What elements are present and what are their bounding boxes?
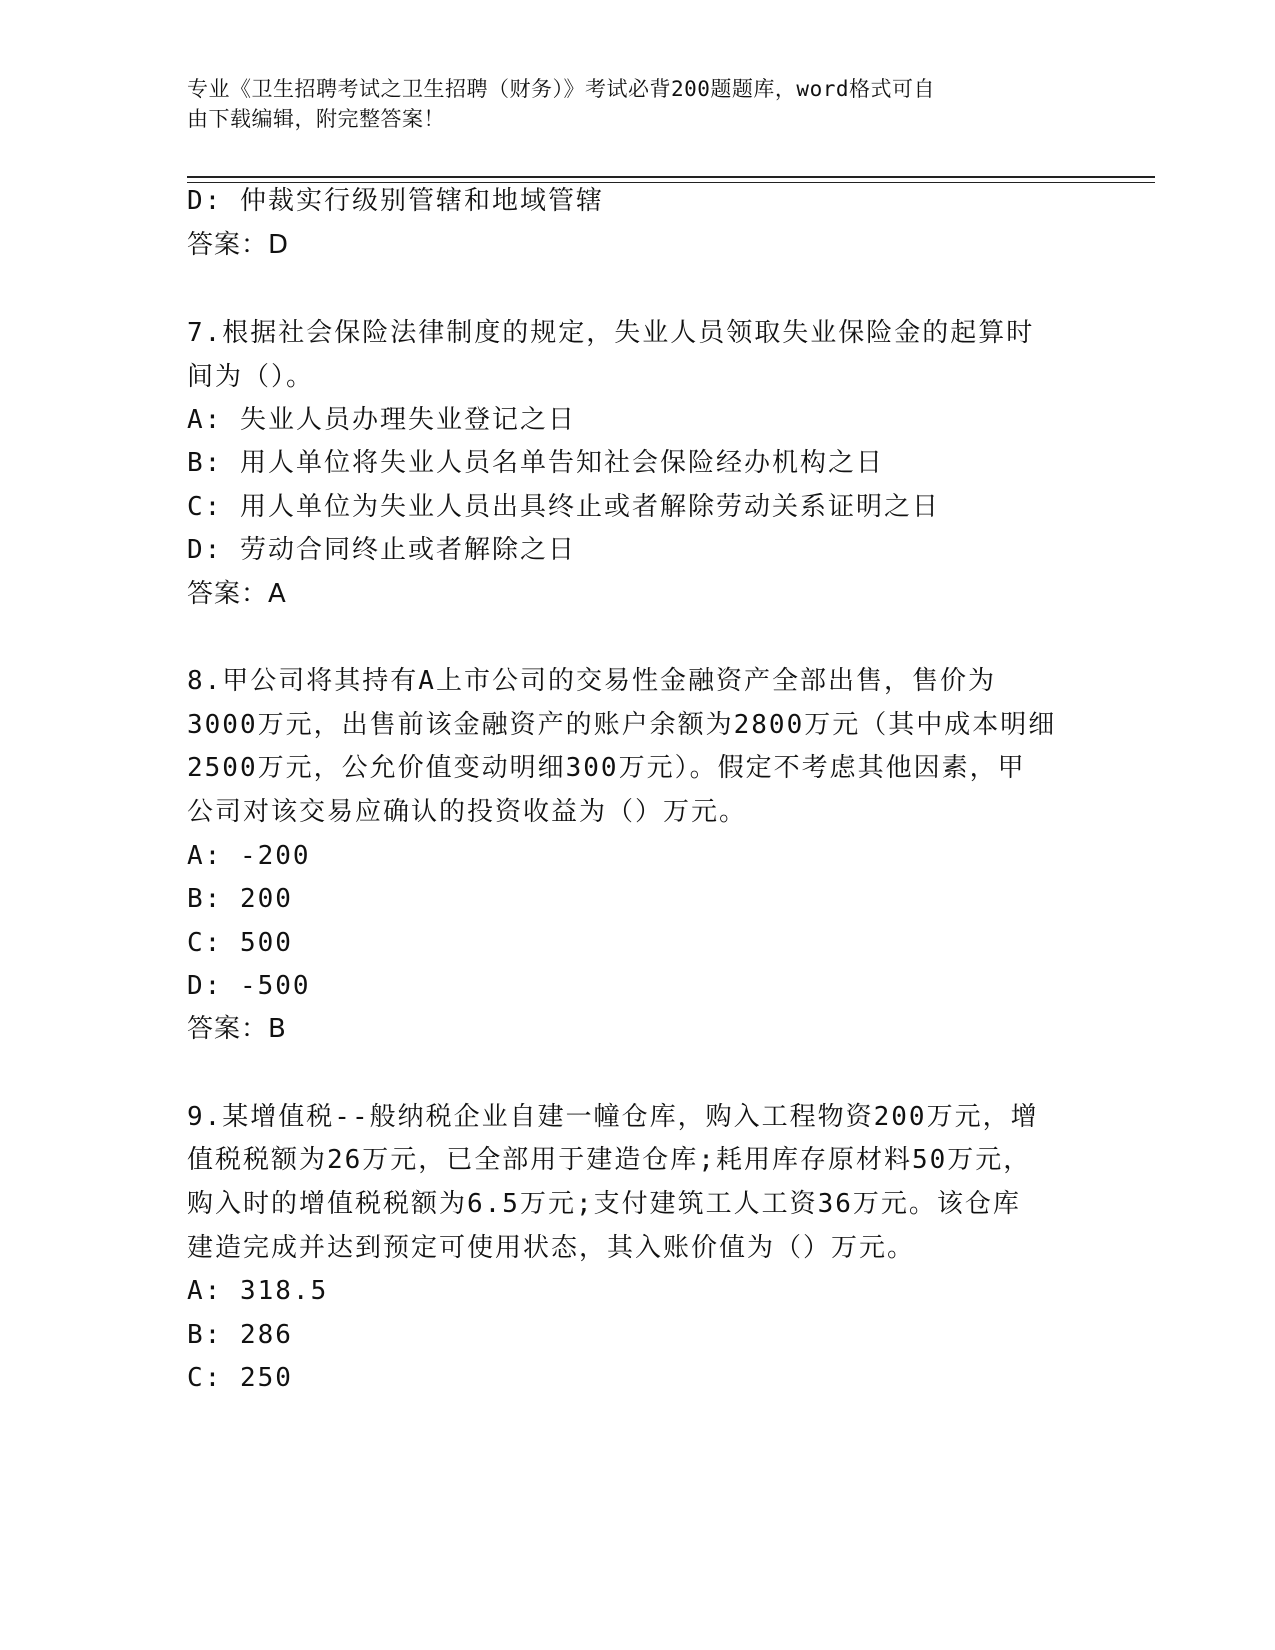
question-8-line-3: 2500万元，公允价值变动明细300万元）。假定不考虑其他因素，甲 (187, 753, 1026, 783)
question-8-line-4: 公司对该交易应确认的投资收益为（）万元。 (187, 797, 748, 827)
option-c-q9: C: 250 (187, 1363, 293, 1393)
header-divider-thin (187, 182, 1155, 183)
question-7-line-2: 间为（）。 (187, 362, 315, 392)
option-a-q9: A: 318.5 (187, 1276, 329, 1306)
option-c-q7: C: 用人单位为失业人员出具终止或者解除劳动关系证明之日 (187, 492, 940, 522)
answer-q6: 答案：D (187, 230, 290, 260)
answer-q7: 答案：A (187, 579, 287, 609)
option-a-q8: A: -200 (187, 841, 311, 871)
question-9-line-1: 9.某增值税--般纳税企业自建一幢仓库，购入工程物资200万元，增 (187, 1102, 1039, 1132)
option-b-q8: B: 200 (187, 884, 293, 914)
header-line-1: 专业《卫生招聘考试之卫生招聘（财务）》考试必背200题题库，word格式可自 (187, 77, 935, 101)
question-8-line-2: 3000万元，出售前该金融资产的账户余额为2800万元（其中成本明细 (187, 710, 1057, 740)
option-b-q9: B: 286 (187, 1320, 293, 1350)
option-b-q7: B: 用人单位将失业人员名单告知社会保险经办机构之日 (187, 448, 884, 478)
option-d-q8: D: -500 (187, 971, 311, 1001)
question-9-line-4: 建造完成并达到预定可使用状态，其入账价值为（）万元。 (187, 1233, 916, 1263)
option-c-q8: C: 500 (187, 928, 293, 958)
header-line-2: 由下载编辑，附完整答案！ (187, 107, 445, 131)
header-divider-thick (187, 176, 1155, 178)
option-d-q6: D: 仲裁实行级别管辖和地域管辖 (187, 186, 604, 216)
question-7-line-1: 7.根据社会保险法律制度的规定，失业人员领取失业保险金的起算时 (187, 318, 1035, 348)
option-d-q7: D: 劳动合同终止或者解除之日 (187, 535, 576, 565)
document-header (187, 74, 1087, 134)
option-a-q7: A: 失业人员办理失业登记之日 (187, 405, 576, 435)
answer-q8: 答案：B (187, 1014, 287, 1044)
question-9-line-2: 值税税额为26万元，已全部用于建造仓库;耗用库存原材料50万元， (187, 1145, 1032, 1175)
question-8-line-1: 8.甲公司将其持有A上市公司的交易性金融资产全部出售，售价为 (187, 666, 996, 696)
question-9-line-3: 购入时的增值税税额为6.5万元;支付建筑工人工资36万元。该仓库 (187, 1189, 1021, 1219)
